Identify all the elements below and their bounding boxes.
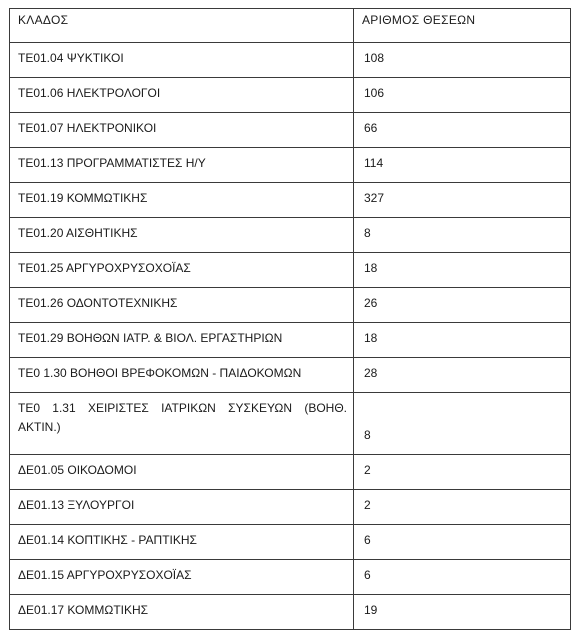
row-specialty: ΤΕ01.26 ΟΔΟΝΤΟΤΕΧΝΙΚΗΣ <box>10 288 354 323</box>
table-row <box>10 323 571 358</box>
row-positions-count: 18 <box>354 253 571 288</box>
row-specialty: ΔΕ01.15 ΑΡΓΥΡΟΧΡΥΣΟΧΟΪΑΣ <box>10 560 354 595</box>
row-positions-count: 6 <box>354 560 571 595</box>
row-positions-count: 26 <box>354 288 571 323</box>
row-specialty: ΤΕ01.29 ΒΟΗΘΩΝ ΙΑΤΡ. & ΒΙΟΛ. ΕΡΓΑΣΤΗΡΙΩΝ <box>10 323 354 358</box>
row-specialty: ΔΕ01.17 ΚΟΜΜΩΤΙΚΗΣ <box>10 595 354 630</box>
row-specialty: ΤΕ01.06 ΗΛΕΚΤΡΟΛΟΓΟΙ <box>10 78 354 113</box>
table-row <box>10 78 571 113</box>
row-positions-count: 2 <box>354 490 571 525</box>
header-positions-count: ΑΡΙΘΜΟΣ ΘΕΣΕΩΝ <box>354 9 571 43</box>
table-header-row <box>10 9 571 43</box>
row-specialty: ΤΕ01.04 ΨΥΚΤΙΚΟΙ <box>10 43 354 78</box>
table-row <box>10 113 571 148</box>
positions-table <box>9 8 571 630</box>
row-specialty: ΤΕ0 1.31 ΧΕΙΡΙΣΤΕΣ ΙΑΤΡΙΚΩΝ ΣΥΣΚΕΥΩΝ (ΒΟΗΘ. ΑΚΤΙΝ.) <box>10 393 354 455</box>
row-positions-count: 8 <box>354 393 571 455</box>
table-row <box>10 253 571 288</box>
row-positions-count: 28 <box>354 358 571 393</box>
table-row <box>10 560 571 595</box>
table-row <box>10 288 571 323</box>
table-row <box>10 525 571 560</box>
table-row <box>10 218 571 253</box>
row-specialty: ΤΕ01.19 ΚΟΜΜΩΤΙΚΗΣ <box>10 183 354 218</box>
row-positions-count: 2 <box>354 455 571 490</box>
row-specialty: ΤΕ01.20 ΑΙΣΘΗΤΙΚΗΣ <box>10 218 354 253</box>
table-row <box>10 490 571 525</box>
row-positions-count: 114 <box>354 148 571 183</box>
row-specialty: ΔΕ01.13 ΞΥΛΟΥΡΓΟΙ <box>10 490 354 525</box>
row-specialty: ΤΕ0 1.30 ΒΟΗΘΟΙ ΒΡΕΦΟΚΟΜΩΝ - ΠΑΙΔΟΚΟΜΩΝ <box>10 358 354 393</box>
row-positions-count: 8 <box>354 218 571 253</box>
row-positions-count: 108 <box>354 43 571 78</box>
row-specialty: ΤΕ01.25 ΑΡΓΥΡΟΧΡΥΣΟΧΟΪΑΣ <box>10 253 354 288</box>
row-specialty: ΔΕ01.14 ΚΟΠΤΙΚΗΣ - ΡΑΠΤΙΚΗΣ <box>10 525 354 560</box>
row-positions-count: 18 <box>354 323 571 358</box>
row-positions-count: 106 <box>354 78 571 113</box>
row-positions-count: 19 <box>354 595 571 630</box>
table-row <box>10 183 571 218</box>
table-row <box>10 595 571 630</box>
table-row <box>10 43 571 78</box>
row-positions-count: 6 <box>354 525 571 560</box>
row-specialty: ΤΕ01.07 ΗΛΕΚΤΡΟΝΙΚΟΙ <box>10 113 354 148</box>
table-row <box>10 358 571 393</box>
row-positions-count: 66 <box>354 113 571 148</box>
table-row <box>10 455 571 490</box>
row-specialty: ΔΕ01.05 ΟΙΚΟΔΟΜΟΙ <box>10 455 354 490</box>
table-row <box>10 393 571 455</box>
header-specialty: ΚΛΑΔΟΣ <box>10 9 354 43</box>
row-specialty: ΤΕ01.13 ΠΡΟΓΡΑΜΜΑΤΙΣΤΕΣ Η/Υ <box>10 148 354 183</box>
row-positions-count: 327 <box>354 183 571 218</box>
table-row <box>10 148 571 183</box>
